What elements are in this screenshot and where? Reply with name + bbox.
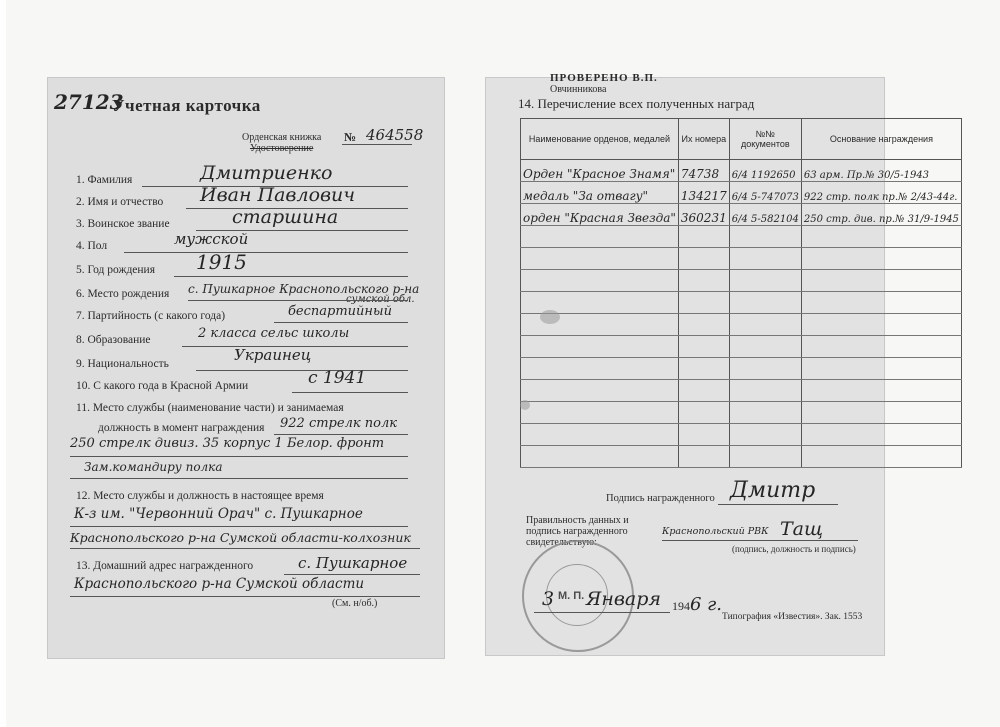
field-address-value-line2: Краснопольского р-на Сумской области — [74, 576, 365, 592]
table-row-empty — [521, 248, 962, 270]
certifier-position: Краснопольский РВК — [662, 526, 769, 537]
table-row-empty — [521, 292, 962, 314]
field-party-line — [274, 322, 408, 323]
table-row-empty — [521, 226, 962, 248]
table-row-empty — [521, 446, 962, 468]
awards-header-row — [521, 119, 962, 160]
field-education-value: 2 класса сельс школы — [198, 326, 350, 341]
account-card-back — [486, 72, 959, 655]
field-sex-line — [124, 252, 408, 253]
field-sex-value: мужской — [174, 230, 249, 248]
field-name-label: 2. Имя и отчество — [76, 196, 164, 208]
order-book-label-bottom: Удостоверение — [249, 143, 314, 154]
field-surname-label: 1. Фамилия — [76, 174, 133, 186]
ink-stain — [540, 310, 560, 324]
column-award-number: Их номера — [678, 119, 729, 160]
field-service-label-line2: должность в момент награждения — [98, 422, 265, 434]
date-day: 3 — [542, 588, 555, 610]
account-card-front — [48, 78, 444, 658]
award-number: 134217 — [678, 182, 729, 204]
signature-label: Подпись награжденного — [606, 493, 715, 504]
table-row-empty — [521, 380, 962, 402]
field-current-label: 12. Место службы и должность в настоящее время — [76, 490, 324, 502]
card-title: Учетная карточка — [112, 96, 261, 115]
field-army-since-value: с 1941 — [308, 368, 367, 388]
field-current-value-line2: Краснопольского р-на Сумской области-колхозник — [70, 530, 411, 545]
printer-note: Типография «Известия». Зак. 1553 — [722, 612, 863, 622]
field-education-label: 8. Образование — [76, 334, 151, 346]
field-service-value-line1: 922 стрелк полк — [280, 416, 397, 431]
table-row — [521, 204, 962, 226]
checked-name: Овчинникова — [550, 84, 607, 95]
table-row-empty — [521, 270, 962, 292]
field-service-label-line1: 11. Место службы (наименование части) и занимаемая — [76, 402, 344, 414]
award-name: медаль "За отвагу" — [521, 182, 679, 204]
seal-mp-text: М. П. — [558, 590, 585, 602]
field-address-value-line1: с. Пушкарное — [298, 554, 408, 572]
award-name: Орден "Красное Знамя" — [521, 160, 679, 182]
field-rank-label: 3. Воинское звание — [76, 218, 170, 230]
card-number: 27123 — [54, 90, 124, 114]
award-document: 6/4 5-582104 — [729, 204, 801, 226]
field-service-value-line3: Зам.командиру полка — [84, 460, 223, 474]
award-number: 360231 — [678, 204, 729, 226]
date-year-suffix: 6 г. — [690, 594, 722, 615]
field-party-label: 7. Партийность (с какого года) — [76, 310, 226, 322]
date-line — [534, 612, 670, 613]
award-number: 74738 — [678, 160, 729, 182]
awardee-signature: Дмитр — [730, 478, 816, 503]
background-edge — [0, 0, 6, 727]
field-rank-value: старшина — [232, 206, 339, 228]
table-row-empty — [521, 358, 962, 380]
field-birthplace-line — [188, 300, 408, 301]
number-sign: № — [344, 130, 357, 144]
field-current-line1 — [70, 526, 408, 527]
table-row-empty — [521, 314, 962, 336]
certifier-caption: (подпись, должность и подпись) — [732, 544, 856, 554]
field-birth-year-value: 1915 — [196, 250, 247, 274]
field-surname-value: Дмитриенко — [200, 162, 333, 184]
field-address-line2 — [70, 596, 420, 597]
order-book-label — [242, 132, 321, 154]
awards-heading: 14. Перечисление всех полученных наград — [518, 96, 755, 111]
order-book-underline — [342, 144, 412, 145]
award-document: 6/4 1192650 — [729, 160, 801, 182]
field-nationality-line — [196, 370, 408, 371]
field-nationality-label: 9. Национальность — [76, 358, 169, 370]
field-address-line1 — [284, 574, 420, 575]
field-current-line2 — [70, 548, 420, 549]
order-book-label-top: Орденская книжка — [242, 132, 322, 143]
certifier-signature: Тащ — [780, 518, 824, 540]
award-basis: 250 стр. див. пр.№ 31/9-1945 — [801, 204, 961, 226]
column-award-basis: Основание награждения — [801, 119, 961, 160]
field-birthplace-label: 6. Место рождения — [76, 288, 170, 300]
field-sex-label: 4. Пол — [76, 240, 108, 252]
field-service-line2 — [70, 456, 408, 457]
field-nationality-value: Украинец — [234, 346, 312, 364]
order-book-number: 464558 — [366, 126, 424, 144]
award-basis: 922 стр. полк пр.№ 2/43-44г. — [801, 182, 961, 204]
date-month: Января — [586, 588, 661, 610]
column-award-name: Наименование орденов, медалей — [521, 119, 679, 160]
date-year-prefix: 194 — [672, 599, 690, 613]
correctness-label: Правильность данных и подпись награжденного свидетельствую: — [526, 515, 629, 548]
column-document-number: №№ документов — [729, 119, 801, 160]
table-row-empty — [521, 336, 962, 358]
field-birth-year-label: 5. Год рождения — [76, 264, 155, 276]
field-party-value: беспартийный — [288, 304, 392, 319]
field-service-line3 — [70, 478, 408, 479]
field-service-line1 — [274, 434, 408, 435]
award-document: 6/4 5-747073 — [729, 182, 801, 204]
table-row — [521, 182, 962, 204]
see-reverse-note: (См. н/об.) — [332, 598, 378, 609]
field-service-value-line2: 250 стрелк дивиз. 35 корпус 1 Белор. фронт — [70, 436, 385, 451]
award-basis: 63 арм. Пр.№ 30/5-1943 — [801, 160, 961, 182]
checked-stamp: ПРОВЕРЕНО В.П. — [550, 72, 658, 84]
table-row-empty — [521, 424, 962, 446]
field-address-label: 13. Домашний адрес награжденного — [76, 560, 254, 572]
certifier-line — [662, 540, 858, 541]
ink-stain — [520, 400, 530, 410]
awards-table — [520, 118, 962, 468]
signature-line — [718, 504, 838, 505]
field-current-value-line1: К-з им. "Червонний Орач" с. Пушкарное — [74, 506, 363, 522]
award-name: орден "Красная Звезда" — [521, 204, 679, 226]
field-name-value: Иван Павлович — [200, 184, 356, 206]
table-row — [521, 160, 962, 182]
field-birth-year-line — [174, 276, 408, 277]
table-row-empty — [521, 402, 962, 424]
field-birthplace-value-line2: сумской обл. — [346, 294, 415, 305]
field-birthplace-value: с. Пушкарное Краснопольского р-на — [188, 282, 420, 296]
field-army-since-label: 10. С какого года в Красной Армии — [76, 380, 249, 392]
field-army-since-line — [292, 392, 408, 393]
date-year — [672, 594, 722, 615]
